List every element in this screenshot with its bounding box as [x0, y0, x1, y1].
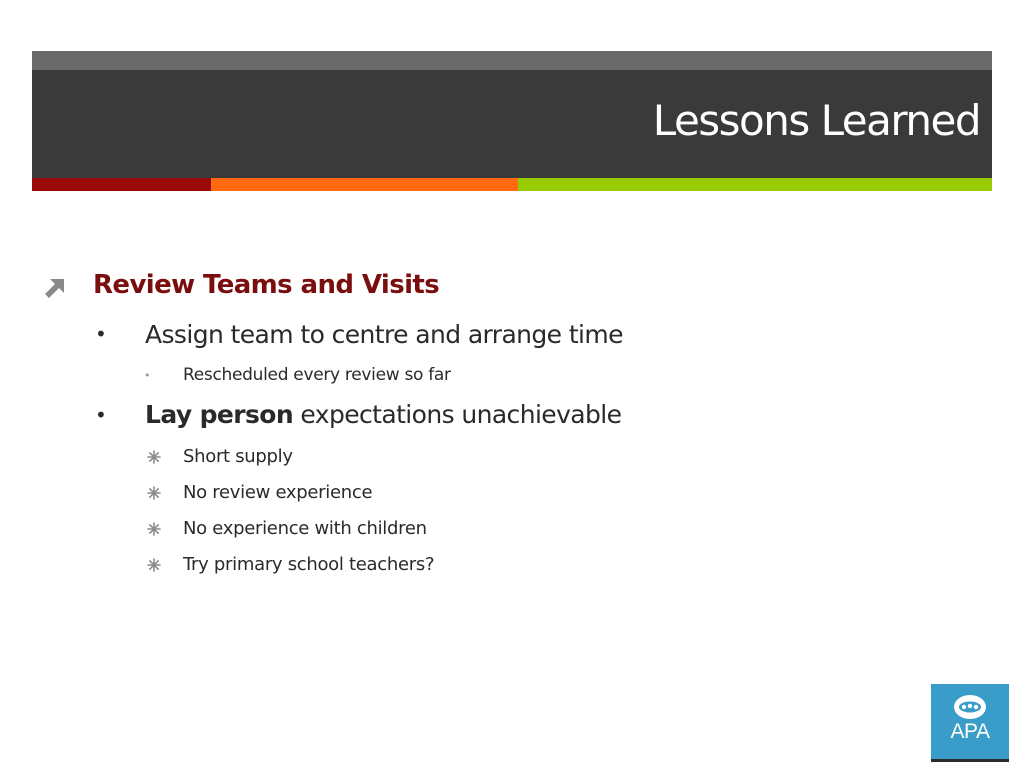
logo-text: APA: [950, 720, 990, 743]
arrow-up-right-icon: [44, 277, 66, 299]
asterisk-icon: [147, 486, 161, 500]
apa-emblem-icon: [953, 694, 987, 720]
heading-review-teams: Review Teams and Visits: [93, 270, 440, 300]
asterisk-icon: [147, 522, 161, 536]
asterisk-icon: [147, 558, 161, 572]
item-lay-person: [145, 400, 621, 429]
item-assign-team: Assign team to centre and arrange time: [145, 320, 623, 349]
bullet-icon: •: [95, 322, 107, 346]
subitem-no-experience-children: No experience with children: [183, 518, 427, 539]
subitem-rescheduled: Rescheduled every review so far: [183, 365, 451, 385]
bullet-icon: •: [95, 403, 107, 427]
subitem-short-supply: Short supply: [183, 446, 293, 467]
bullet-icon: •: [144, 369, 151, 382]
subitem-no-review-experience: No review experience: [183, 482, 373, 503]
asterisk-icon: [147, 450, 161, 464]
lay-person-rest: expectations unachievable: [293, 400, 622, 429]
subitem-primary-teachers: Try primary school teachers?: [183, 554, 435, 575]
lay-person-bold: Lay person: [145, 400, 294, 429]
slide-title: Lessons Learned: [652, 96, 980, 145]
apa-logo: [931, 684, 1009, 762]
